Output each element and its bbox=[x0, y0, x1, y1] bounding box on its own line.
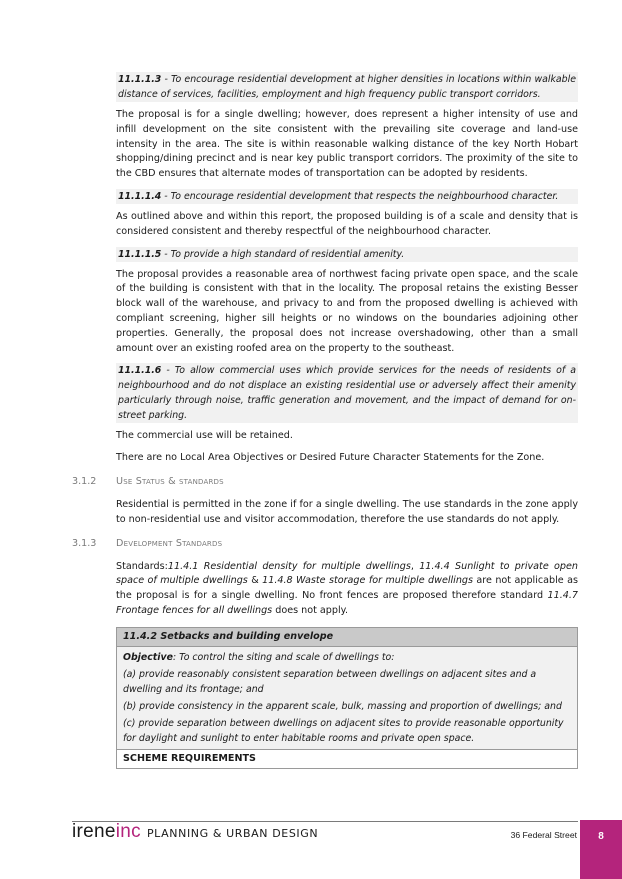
objective-item: (a) provide reasonably consistent separation between dwellings on adjacent sites and a dwelling and its frontage; and bbox=[123, 668, 537, 695]
paragraph: The proposal provides a reasonable area of northwest facing private open space, and the scale of the building is consistent with that in the locality. The proposal retains the existing Besser block wall of the warehouse, and privacy to and from the proposed dwelling is achieved with compliant screening, higher sill heights or no windows on the boundaries adjoining other properties. Generally, the proposal does not increase overshadowing, other than a small amount over an existing roofed area on the property to the southeast. bbox=[116, 268, 578, 354]
standard-table bbox=[116, 627, 578, 769]
standard-ref: 11.4.8 Waste storage for multiple dwellings bbox=[262, 575, 474, 587]
objective-text: - To encourage residential development at higher densities in locations within walkable distance of services, facilities, employment and high frequency public transport corridors. bbox=[118, 74, 576, 100]
objective-11-1-1-4 bbox=[116, 189, 578, 204]
table-heading: 11.4.2 Setbacks and building envelope bbox=[117, 628, 577, 647]
irene-inc-logo bbox=[72, 821, 318, 845]
section-title: Development Standards bbox=[116, 537, 223, 549]
page-content bbox=[72, 72, 578, 769]
standard-ref: 11.4.4 Sunlight to private open space of multiple dwellings bbox=[116, 560, 578, 587]
objective-text: - To allow commercial uses which provide services for the needs of residents of a neighbourhood and do not displace an existing residential use or adversely affect their amenity particularly through noise, traffic generation and movement, and the impact of demand for on-street parking. bbox=[118, 365, 576, 422]
page-number: 8 bbox=[580, 820, 622, 879]
table-objective bbox=[117, 647, 577, 750]
paragraph: Residential is permitted in the zone if for a single dwelling. The use standards in the zone apply to non-residential use and visitor accommodation, therefore the use standards do not apply. bbox=[116, 498, 578, 525]
standard-ref: 11.4.7 Frontage fences for all dwellings bbox=[116, 590, 578, 616]
logo-tagline: PLANNING & URBAN DESIGN bbox=[146, 827, 319, 840]
objective-line bbox=[123, 650, 571, 665]
section-number: 3.1.2 bbox=[72, 475, 97, 487]
section-heading-3-1-3 bbox=[72, 537, 578, 551]
section-heading-3-1-2 bbox=[72, 475, 578, 489]
objective-11-1-1-5 bbox=[116, 247, 578, 262]
objective-intro: : To control the siting and scale of dwellings to: bbox=[172, 651, 395, 663]
paragraph: The proposal is for a single dwelling; however, does represent a higher intensity of use and infill development on the site consistent with the prevailing site coverage and land-use intensity in the area. The site is within reasonable walking distance of the key North Hobart shopping/dining precinct and is near key public transport corridors. The proximity of the site to the CBD ensures that alternate modes of transportation can be adopted by residents. bbox=[116, 109, 578, 180]
objective-number: 11.1.1.6 bbox=[118, 365, 162, 377]
objective-11-1-1-6 bbox=[116, 363, 578, 423]
objective-item: (c) provide separation between dwellings on adjacent sites to provide reasonable opportunity for daylight and sunlight to enter habitable rooms and private open space. bbox=[123, 717, 564, 744]
logo-text-irene: irene bbox=[72, 821, 116, 842]
objective-text: - To encourage residential development that respects the neighbourhood character. bbox=[161, 190, 559, 202]
objective-number: 11.1.1.4 bbox=[118, 190, 162, 202]
objective-number: 11.1.1.3 bbox=[118, 74, 162, 85]
paragraph: The commercial use will be retained. bbox=[116, 430, 293, 442]
separator: & bbox=[247, 575, 263, 587]
footer-address: 36 Federal Street bbox=[510, 830, 577, 840]
standards-paragraph bbox=[116, 560, 578, 619]
standards-lead: Standards: bbox=[116, 560, 168, 572]
objective-label: Objective bbox=[123, 651, 173, 663]
paragraph: There are no Local Area Objectives or Desired Future Character Statements for the Zone. bbox=[116, 452, 545, 464]
standards-mid: are not applicable as the proposal is for a single dwelling. No front fences are proposed therefore standard bbox=[116, 575, 578, 602]
standard-ref: 11.4.1 Residential density for multiple dwellings bbox=[167, 560, 411, 572]
objective-number: 11.1.1.5 bbox=[118, 248, 162, 260]
section-number: 3.1.3 bbox=[72, 537, 97, 549]
scheme-requirements-header: SCHEME REQUIREMENTS bbox=[117, 750, 577, 768]
separator: , bbox=[410, 560, 420, 572]
objective-item: (b) provide consistency in the apparent scale, bulk, massing and proportion of dwellings; and bbox=[123, 700, 562, 712]
paragraph: As outlined above and within this report, the proposed building is of a scale and density that is considered consistent and thereby respectful of the neighbourhood character. bbox=[116, 210, 578, 237]
section-title: Use Status & standards bbox=[116, 475, 224, 487]
logo-text-inc: inc bbox=[115, 821, 141, 842]
standards-tail: does not apply. bbox=[272, 604, 348, 616]
objective-text: - To provide a high standard of residential amenity. bbox=[161, 248, 405, 260]
objective-11-1-1-3 bbox=[116, 72, 578, 102]
